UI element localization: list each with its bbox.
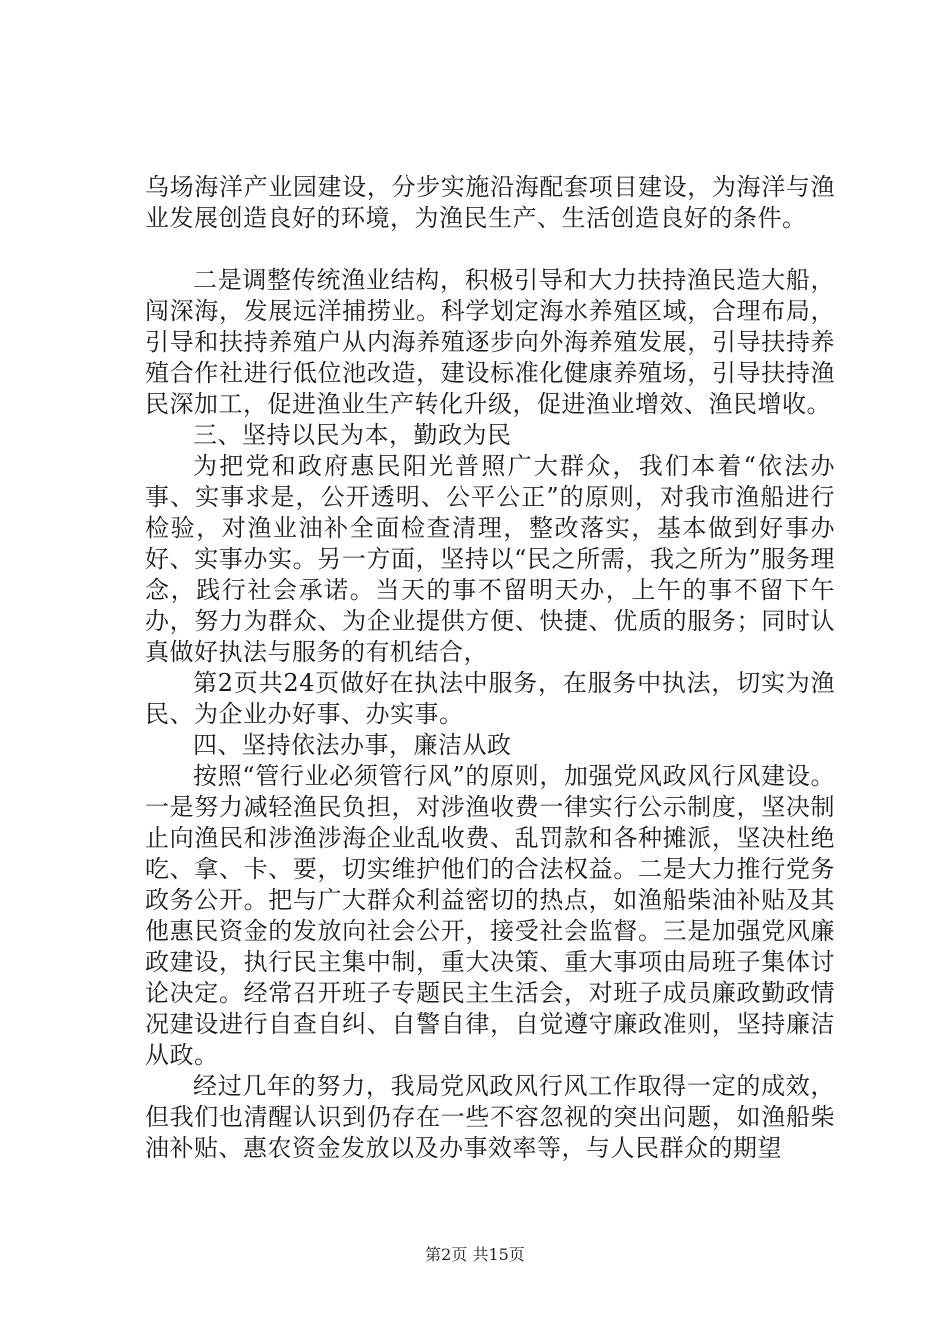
paragraph-continuation: 乌场海洋产业园建设，分步实施沿海配套项目建设，为海洋与渔业发展创造良好的环境，为渔民生产、生活创造良好的条件。: [145, 173, 835, 232]
paragraph-gap: [145, 234, 835, 265]
paragraph-people-oriented: 为把党和政府惠民阳光普照广大群众，我们本着“依法办事、实事求是，公开透明、公平公正”的原则，对我市渔船进行检验，对渔业油补全面检查清理，整改落实，基本做到好事办好、实事办实。另一方面，坚持以“民之所需，我之所为”服务理念，践行社会承诺。当天的事不留明天办，上午的事不留下午办，努力为群众、为企业提供方便、快捷、优质的服务；同时认真做好执法与服务的有机结合，: [145, 452, 835, 666]
document-body: [145, 172, 835, 1164]
paragraph-fishery-structure: 二是调整传统渔业结构，积极引导和大力扶持渔民造大船，闯深海，发展远洋捕捞业。科学划定海水养殖区域，合理布局，引导和扶持养殖户从内海养殖逐步向外海养殖发展，引导扶持养殖合作社进行低位池改造，建设标准化健康养殖场，引导扶持渔民深加工，促进渔业生产转化升级，促进渔业增效、渔民增收。: [145, 266, 835, 418]
paragraph-integrity: 按照“管行业必须管行风”的原则，加强党风政风行风建设。一是努力减轻渔民负担，对涉渔收费一律实行公示制度，坚决制止向渔民和涉渔涉海企业乱收费、乱罚款和各种摊派，坚决杜绝吃、拿、卡、要，切实维护他们的合法权益。二是大力推行党务政务公开。把与广大群众利益密切的热点，如渔船柴油补贴及其他惠民资金的发放向社会公开，接受社会监督。三是加强党风廉政建设，执行民主集中制，重大决策、重大事项由局班子集体讨论决定。经常召开班子专题民主生活会，对班子成员廉政勤政情况建设进行自查自纠、自警自律，自觉遵守廉政准则，坚持廉洁从政。: [145, 762, 835, 1069]
section-heading-4: 四、坚持依法办事，廉洁从政: [193, 731, 512, 759]
page-footer: 第2页 共15页: [425, 1245, 525, 1264]
section-heading-3: 三、坚持以民为本，勤政为民: [193, 421, 512, 449]
paragraph-achievements: 经过几年的努力，我局党风政风行风工作取得一定的成效，但我们也清醒认识到仍存在一些不容忽视的突出问题，如渔船柴油补贴、惠农资金发放以及办事效率等，与人民群众的期望: [145, 1072, 835, 1162]
paragraph-law-enforcement-service: 第2页共24页做好在执法中服务，在服务中执法，切实为渔民、为企业办好事、办实事。: [145, 669, 835, 728]
